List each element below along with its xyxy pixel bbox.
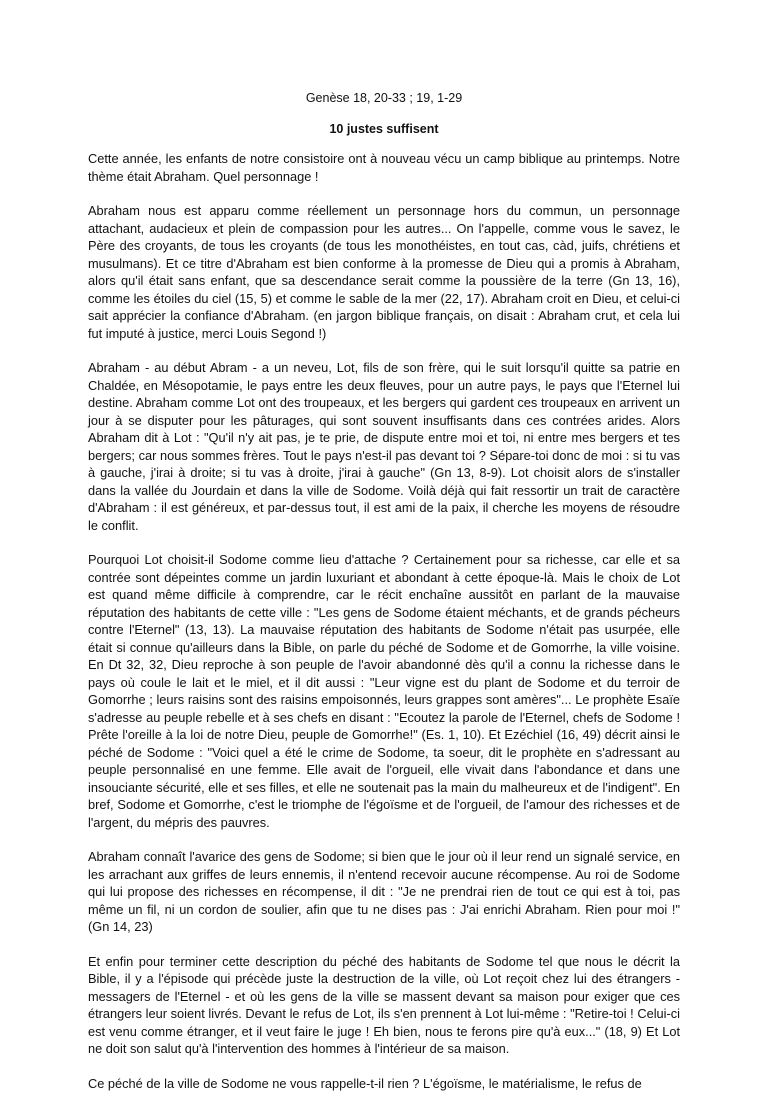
paragraph: Abraham nous est apparu comme réellement un personnage hors du commun, un personnage attachant, audacieux et plein de compassion pour les autres... On l'appelle, comme vous le savez, le Père des croyants, de tous les croyants (de tous les monothéistes, en tout cas, càd, juifs, chrétiens et musulmans). Et ce titre d'Abraham est bien conforme à la promesse de Dieu qui a promis à Abraham, alors qu'il était sans enfant, que sa descendance serait comme la poussière de la terre (Gn 13, 16), comme les étoiles du ciel (15, 5) et comme le sable de la mer (22, 17). Abraham croit en Dieu, et celui-ci sait apprécier la confiance d'Abraham. (en jargon biblique français, on disait : Abraham crut, et cela lui fut imputé à justice, merci Louis Segond !) [88, 203, 680, 341]
paragraph: Et enfin pour terminer cette description du péché des habitants de Sodome tel que nous le décrit la Bible, il y a l'épisode qui précède juste la destruction de la ville, où Lot reçoit chez lui des étrangers - messagers de l'Eternel - et où les gens de la ville se massent devant sa maison pour exiger que ces étrangers leur soient livrés. Devant le refus de Lot, ils s'en prennent à Lot lui-même : "Retire-toi ! Celui-ci est venu comme étranger, et il veut faire le juge ! Eh bien, nous te ferons pire qu'à eux..." (18, 9) Et Lot ne doit son salut qu'à l'intervention des hommes à l'intérieur de sa maison. [88, 953, 680, 1056]
scripture-reference: Genèse 18, 20-33 ; 19, 1-29 [305, 91, 463, 105]
document-body [88, 150, 680, 1109]
paragraph: Pourquoi Lot choisit-il Sodome comme lieu d'attache ? Certainement pour sa richesse, car elle et sa contrée sont dépeintes comme un jardin luxuriant et abondant à cette époque-là. Mais le choix de Lot est quand même difficile à comprendre, car le récit enchaîne aussitôt en parlant de la mauvaise réputation des habitants de cette ville : "Les gens de Sodome étaient méchants, et de grands pécheurs contre l'Eternel" (13, 13). La mauvaise réputation des habitants de Sodome n'était pas usurpée, elle était si connue qu'ailleurs dans la Bible, on parle du péché de Sodome et de Gomorrhe, la ville voisine. En Dt 32, 32, Dieu reproche à son peuple de l'avoir abandonné dès qu'il a connu la richesse dans le pays où coule le lait et le miel, et il dit aussi : "Leur vigne est du plant de Sodome et du terroir de Gomorrhe ; leurs raisins sont des raisins empoisonnés, leurs grappes sont amères"... Le prophète Esaïe s'adresse au peuple rebelle et à ses chefs en disant : "Ecoutez la parole de l'Eternel, chefs de Sodome ! Prête l'oreille à la loi de notre Dieu, peuple de Gomorrhe!" (Es. 1, 10). Et Ezéchiel (16, 49) décrit ainsi le péché de Sodome : "Voici quel a été le crime de Sodome, ta soeur, dit le prophète en s'adressant au peuple personnalisé en une femme. Elle avait de l'orgueil, elle vivait dans l'abondance et dans une insouciante sécurité, elle et ses filles, et elle ne soutenait pas la main du malheureux et de l'indigent". En bref, Sodome et Gomorrhe, c'est le triomphe de l'égoïsme et de l'orgueil, de l'amour des richesses et de l'argent, du mépris des pauvres. [88, 552, 680, 830]
page-title: 10 justes suffisent [329, 122, 439, 136]
paragraph: Abraham - au début Abram - a un neveu, Lot, fils de son frère, qui le suit lorsqu'il quitte sa patrie en Chaldée, en Mésopotamie, le pays entre les deux fleuves, pour un autre pays, le pays que l'Eternel lui destine. Abraham comme Lot ont des troupeaux, et les bergers qui gardent ces troupeaux en arrivent un jour à se disputer pour les pâturages, qui sont souvent insuffisants dans ces contrées arides. Alors Abraham dit à Lot : "Qu'il n'y ait pas, je te prie, de dispute entre moi et toi, ni entre mes bergers et tes bergers; car nous sommes frères. Tout le pays n'est-il pas devant toi ? Sépare-toi donc de moi : si tu vas à gauche, j'irai à droite; si tu vas à droite, j'irai à gauche" (Gn 13, 8-9). Lot choisit alors de s'installer dans la vallée du Jourdain et dans la ville de Sodome. Voilà déjà qui fait ressortir un trait de caractère d'Abraham : il est généreux, et par-dessus tout, il est ami de la paix, il cherche les moyens de résoudre le conflit. [88, 360, 680, 533]
paragraph: Ce péché de la ville de Sodome ne vous rappelle-t-il rien ? L'égoïsme, le matérialisme, le refus de [88, 1075, 642, 1091]
paragraph: Cette année, les enfants de notre consistoire ont à nouveau vécu un camp biblique au printemps. Notre thème était Abraham. Quel personnage ! [88, 151, 680, 184]
paragraph: Abraham connaît l'avarice des gens de Sodome; si bien que le jour où il leur rend un signalé service, en les arrachant aux griffes de leurs ennemis, il n'entend recevoir aucune récompense. Au roi de Sodome qui lui propose des richesses en récompense, il dit : "Je ne prendrai rien de tout ce qui est à toi, pas même un fil, ni un cordon de soulier, afin que tu ne dises pas : J'ai enrichi Abraham. Rien pour moi !" (Gn 14, 23) [88, 849, 680, 934]
